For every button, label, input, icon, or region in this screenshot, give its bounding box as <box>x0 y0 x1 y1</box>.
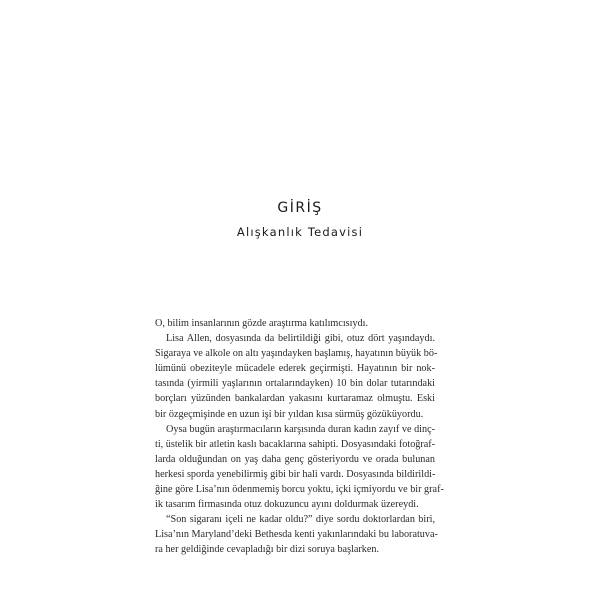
text-line: ğine göre Lisa’nın ödenmemiş borcu yoktu, içki içmiyordu ve bir graf- <box>155 484 444 496</box>
text-line: ik tasarım firmasında otuz dokuzuncu ayını doldurmak üzereydi. <box>155 499 419 511</box>
chapter-title: GİRİŞ <box>277 200 323 216</box>
text-line: larda olduğundan on yaş daha genç gösteriyordu ve orada bulunan <box>155 453 435 465</box>
chapter-subtitle: Alışkanlık Tedavisi <box>236 225 364 239</box>
body-text <box>155 316 444 558</box>
text-line: ti, üstelik bir atletin kaslı bacaklarına sahipti. Dosyasındaki fotoğraf- <box>155 438 436 450</box>
text-line: borçları yüzünden bankalardan yakasını kurtaramaz olmuştu. Eski <box>155 393 435 405</box>
text-line: tasında (yirmili yaşlarının ortalarındayken) 10 bin dolar tutarındaki <box>155 378 435 390</box>
text-line: herkesi sporda yenebilirmiş gibi bir hali vardı. Dosyasında bildirildi- <box>155 468 436 480</box>
text-line: O, bilim insanlarının gözde araştırma katılımcısıydı. <box>155 318 369 329</box>
text-line: ra her geldiğinde cevapladığı bir dizi soruya başlarken. <box>155 544 380 556</box>
text-line: “Son sigaranı içeli ne kadar oldu?” diye sordu doktorlardan biri, <box>166 514 435 526</box>
text-line: Oysa bugün araştırmacıların karşısında duran kadın zayıf ve dinç- <box>166 423 435 435</box>
text-line: Sigaraya ve alkole on altı yaşındayken başlamış, hayatının büyük bö- <box>155 348 438 360</box>
text-line: lümünü obeziteyle mücadele ederek geçirmişti. Hayatının bir nok- <box>155 363 435 375</box>
text-line: Lisa Allen, dosyasında da belirtildiği gibi, otuz dört yaşındaydı. <box>166 333 435 345</box>
text-line: Lisa’nın Maryland’deki Bethesda kenti yakınlarındaki bu laboratuva- <box>155 529 438 541</box>
text-line: bir özgeçmişinde en uzun işi bir yıldan kısa sürmüş gözüküyordu. <box>155 408 424 420</box>
